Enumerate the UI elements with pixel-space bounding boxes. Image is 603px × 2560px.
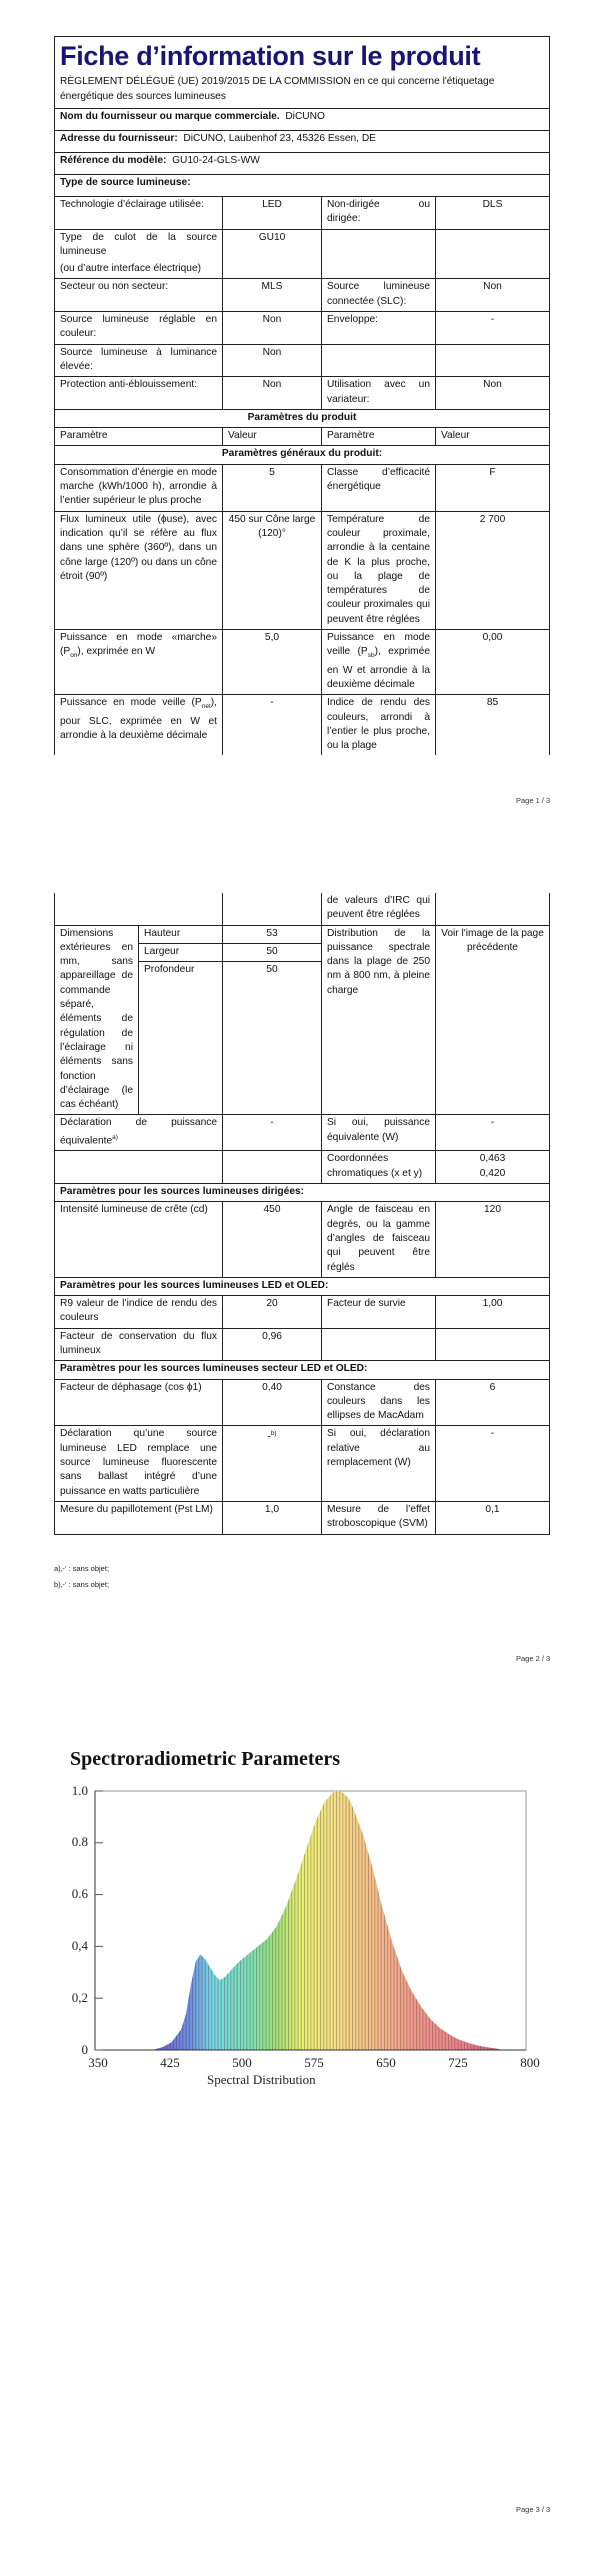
- param-label: Mesure de l’effet stroboscopique (SVM): [322, 1501, 436, 1534]
- value-text: -: [267, 1431, 271, 1443]
- empty-cell: [55, 893, 223, 925]
- param-value: 0,96: [223, 1328, 322, 1361]
- page-number: Page 1 / 3: [516, 796, 551, 805]
- param-label: Utilisation avec un variateur:: [322, 377, 436, 410]
- label-subscript: sb: [367, 652, 375, 660]
- empty-cell: [55, 1151, 223, 1184]
- empty-cell: [436, 893, 550, 925]
- param-label: Classe d’efficacité énergétique: [322, 464, 436, 511]
- x-tick-label: 425: [160, 2055, 180, 2070]
- param-label: Si oui, puissance équivalente (W): [322, 1115, 436, 1151]
- label-text: Déclaration de puissance équivalente: [60, 1117, 217, 1147]
- param-value: -: [436, 1115, 550, 1151]
- mains-led-oled-heading: Paramètres pour les sources lumineuses secteur LED et OLED:: [55, 1361, 550, 1379]
- param-value: Non: [223, 377, 322, 410]
- supplier-name-label: Nom du fournisseur ou marque commerciale.: [60, 111, 280, 122]
- param-value: 450 sur Cône large (120)°: [223, 511, 322, 629]
- width-value: 50: [223, 943, 322, 961]
- spectrum-stripes: [153, 1791, 503, 2050]
- param-label: Source lumineuse connectée (SLC):: [322, 279, 436, 312]
- param-label: Déclaration qu’une source lumineuse LED remplace une source lumineuse fluorescente sans ballast intégré d’une puissance en watts particulière: [55, 1426, 223, 1501]
- param-value: 0,40: [223, 1379, 322, 1426]
- x-tick-label: 350: [88, 2055, 108, 2070]
- table-row: [55, 1296, 550, 1329]
- footnote-b: b)‚-‘ : sans objet;: [54, 1580, 110, 1589]
- column-header-value: Valeur: [223, 428, 322, 446]
- table-row: [55, 1379, 550, 1426]
- param-value: [436, 1328, 550, 1361]
- chart-title: Spectroradiometric Parameters: [70, 1748, 341, 1770]
- param-label: Indice de rendu des couleurs, arrondi à l’entier le plus proche, ou la plage: [322, 695, 436, 756]
- y-tick-label: 0,2: [71, 1990, 88, 2005]
- param-value: 1,0: [223, 1501, 322, 1534]
- param-label: Facteur de survie: [322, 1296, 436, 1329]
- model-reference-label: Référence du modèle:: [60, 155, 167, 166]
- label-text: Puissance en mode veille (P: [60, 697, 202, 709]
- table-row: [55, 1501, 550, 1534]
- param-value: 85: [436, 695, 550, 756]
- column-header-value: Valeur: [436, 428, 550, 446]
- param-label: Si oui, déclaration relative au remplacement (W): [322, 1426, 436, 1501]
- height-value: 53: [223, 925, 322, 943]
- param-label: Angle de faisceau en degrés, ou la gamme d’angles de faisceau qui peuvent être réglés: [322, 1202, 436, 1277]
- page-number: Page 3 / 3: [516, 2505, 551, 2514]
- footnote-ref: b): [270, 1430, 277, 1438]
- param-label: Facteur de conservation du flux lumineux: [55, 1328, 223, 1361]
- param-label: Mesure du papillotement (Pst LM): [55, 1501, 223, 1534]
- label-text: ), pour SLC, exprimée en W et arrondie à la deuxième décimale: [60, 697, 217, 741]
- x-axis-label: Spectral Distribution: [207, 2072, 316, 2087]
- param-value: 0,00: [436, 630, 550, 695]
- height-label: Hauteur: [139, 925, 223, 943]
- param-value: Non: [436, 279, 550, 312]
- param-label: Enveloppe:: [322, 312, 436, 345]
- table-row: [55, 1202, 550, 1277]
- product-info-table-page2: [54, 893, 550, 1535]
- chromaticity-x: 0,463: [479, 1153, 506, 1165]
- x-tick-label: 500: [232, 2055, 252, 2070]
- supplier-name-value: DiCUNO: [285, 111, 325, 122]
- width-label: Largeur: [139, 943, 223, 961]
- param-label: Non-dirigée ou dirigée:: [322, 197, 436, 230]
- source-type-heading: Type de source lumineuse:: [55, 175, 550, 197]
- param-value: Non: [223, 344, 322, 377]
- param-label: Consommation d’énergie en mode marche (kWh/1000 h), arrondie à l’entier supérieur le plus proche: [55, 464, 223, 511]
- param-value: 450: [223, 1202, 322, 1277]
- model-reference-value: GU10-24-GLS-WW: [172, 155, 260, 166]
- footnote-ref: a): [112, 1133, 118, 1141]
- y-tick-label: 0.6: [71, 1886, 88, 1901]
- x-tick-label: 575: [304, 2055, 324, 2070]
- param-value: Voir l'image de la page précédente: [436, 925, 550, 1115]
- y-tick-label: 0,4: [71, 1938, 88, 1953]
- y-tick-label: 0: [81, 2042, 88, 2057]
- param-value: -: [223, 695, 322, 756]
- dimensions-label: Dimensions extérieures en mm, sans appareillage de commande séparé, éléments de régulation de l’éclairage ni éléments sans fonction d’éclairage (le cas échéant): [55, 925, 139, 1115]
- empty-cell: [223, 1151, 322, 1184]
- table-row: [55, 893, 550, 925]
- chromaticity-y: 0,420: [479, 1167, 506, 1179]
- product-params-heading: Paramètres du produit: [55, 409, 550, 427]
- param-label: Source lumineuse réglable en couleur:: [55, 312, 223, 345]
- param-value: F: [436, 464, 550, 511]
- param-value: -: [436, 312, 550, 345]
- param-label: Source lumineuse à luminance élevée:: [55, 344, 223, 377]
- table-row: [55, 1426, 550, 1501]
- param-value: [223, 1426, 322, 1501]
- table-row: [55, 1151, 550, 1184]
- depth-label: Profondeur: [139, 962, 223, 1115]
- y-tick-label: 1.0: [71, 1783, 88, 1798]
- param-value: [436, 1151, 550, 1184]
- general-params-heading: Paramètres généraux du produit:: [55, 446, 550, 464]
- param-value: 6: [436, 1379, 550, 1426]
- param-label-continued: de valeurs d’IRC qui peuvent être réglées: [322, 893, 436, 925]
- param-value: Non: [223, 312, 322, 345]
- param-label: [55, 1115, 223, 1151]
- param-value: GU10: [223, 229, 322, 279]
- column-header-param: Paramètre: [55, 428, 223, 446]
- param-label: Coordonnées chromatiques (x et y): [322, 1151, 436, 1184]
- x-tick-label: 800: [520, 2055, 540, 2070]
- param-value: 20: [223, 1296, 322, 1329]
- label-subscript: on: [70, 652, 78, 660]
- directional-heading: Paramètres pour les sources lumineuses dirigées:: [55, 1184, 550, 1202]
- param-value: LED: [223, 197, 322, 230]
- param-label: Protection anti-éblouissement:: [55, 377, 223, 410]
- label-text: Puissance en mode veille (P: [327, 632, 430, 658]
- label-text: Puissance en mode «marche» (P: [60, 632, 217, 658]
- spectrum-area: [153, 1791, 503, 2050]
- param-value: Non: [436, 377, 550, 410]
- param-value: 5: [223, 464, 322, 511]
- label-text: ), exprimée en W: [77, 646, 155, 658]
- param-label: Constance des couleurs dans les ellipses de MacAdam: [322, 1379, 436, 1426]
- param-value: MLS: [223, 279, 322, 312]
- table-row: [55, 1328, 550, 1361]
- cap-type-label: Type de culot de la source lumineuse: [60, 231, 217, 257]
- param-value: 2 700: [436, 511, 550, 629]
- param-label: [322, 1328, 436, 1361]
- led-oled-heading: Paramètres pour les sources lumineuses LED et OLED:: [55, 1277, 550, 1295]
- param-value: 1,00: [436, 1296, 550, 1329]
- param-label: Flux lumineux utile (ϕuse), avec indication qu’il se réfère au flux dans une sphère (360º), dans un cône large (120º) ou dans un cône étroit (90º): [55, 511, 223, 629]
- param-label: Secteur ou non secteur:: [55, 279, 223, 312]
- param-label: Température de couleur proximale, arrondie à la centaine de K la plus proche, ou la plage de températures de couleur proximales qui peuvent être réglées: [322, 511, 436, 629]
- supplier-address-label: Adresse du fournisseur:: [60, 133, 178, 144]
- param-value: 0,1: [436, 1501, 550, 1534]
- param-label: Intensité lumineuse de crête (cd): [55, 1202, 223, 1277]
- column-header-param: Paramètre: [322, 428, 436, 446]
- table-row: [55, 1115, 550, 1151]
- param-label: Distribution de la puissance spectrale dans la plage de 250 nm à 800 nm, à pleine charge: [322, 925, 436, 1115]
- x-tick-label: 650: [376, 2055, 396, 2070]
- regulation-subtitle: RÈGLEMENT DÉLÉGUÉ (UE) 2019/2015 DE LA COMMISSION en ce qui concerne l'étiquetage énergétique des sources lumineuses: [60, 76, 495, 102]
- page-number: Page 2 / 3: [516, 1654, 551, 1663]
- supplier-address-value: DiCUNO, Laubenhof 23, 45326 Essen, DE: [183, 133, 376, 144]
- param-label: R9 valeur de l’indice de rendu des couleurs: [55, 1296, 223, 1329]
- param-value: -: [436, 1426, 550, 1501]
- param-value: -: [223, 1115, 322, 1151]
- param-value: DLS: [436, 197, 550, 230]
- param-value: 5,0: [223, 630, 322, 695]
- label-subscript: net: [201, 703, 211, 711]
- cap-type-note: (ou d’autre interface électrique): [60, 263, 202, 275]
- plot-frame: [95, 1791, 526, 2050]
- y-tick-marks: [95, 1791, 103, 2050]
- param-label: Facteur de déphasage (cos ϕ1): [55, 1379, 223, 1426]
- depth-value: 50: [223, 962, 322, 1115]
- param-label: Technologie d’éclairage utilisée:: [55, 197, 223, 230]
- label-text: ), exprimée en W et arrondie à la deuxième décimale: [327, 646, 430, 690]
- document-title: Fiche d’information sur le produit: [60, 41, 481, 71]
- empty-cell: [223, 893, 322, 925]
- param-value: 120: [436, 1202, 550, 1277]
- y-tick-label: 0.8: [71, 1834, 88, 1849]
- footnote-a: a)‚-‘ : sans objet;: [54, 1564, 110, 1573]
- x-tick-label: 725: [448, 2055, 468, 2070]
- table-row: [55, 925, 550, 943]
